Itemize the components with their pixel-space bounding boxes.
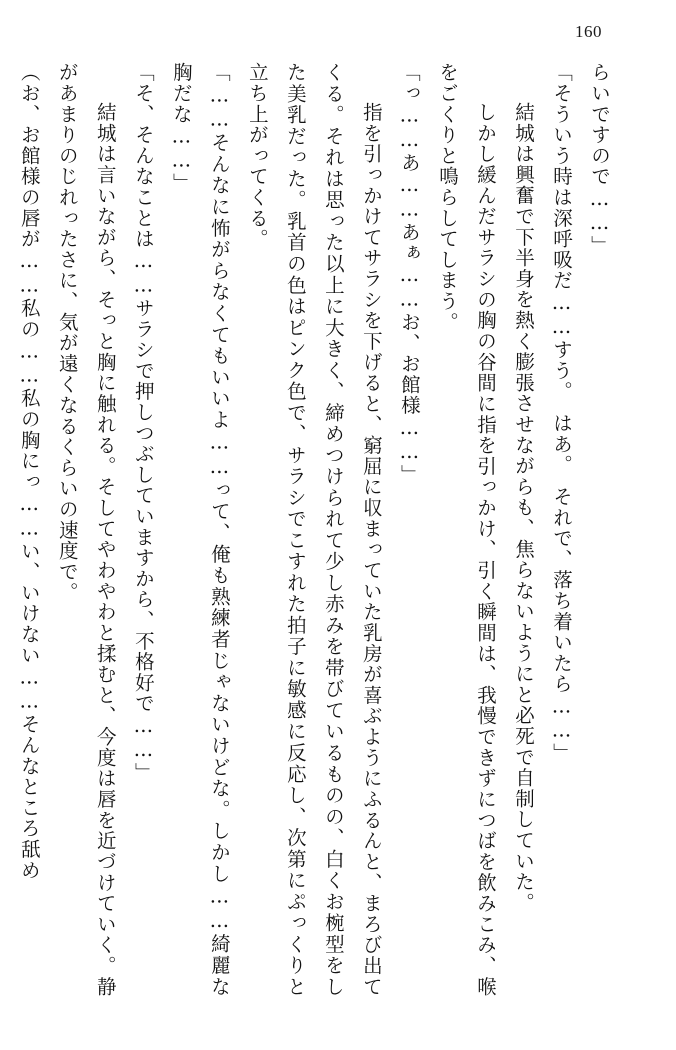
page-number: 160 — [575, 22, 602, 41]
paragraph: 「そ、そんなことは……サラシで押しつぶしていますから、不格好で……」 — [131, 62, 155, 784]
paragraph: 「っ……あ……あぁ……お、お館様……」 — [397, 62, 421, 486]
vertical-body-text — [17, 62, 618, 997]
paragraph: 「……そんなに怖がらなくてもいいよ……って、俺も熟練者じゃないけどな。しかし……綺麗な胸だな……」 — [169, 62, 231, 997]
paragraph: しかし緩んだサラシの胸の谷間に指を引っかけ、引く瞬間は、我慢できずにつばを飲みこみ、喉をごくりと鳴らしてしまう。 — [435, 62, 497, 997]
paragraph: らいですので……」 — [588, 62, 611, 257]
paragraph: 指を引っかけてサラシを下げると、窮屈に収まっていた乳房が喜ぶようにふるんと、まろび出てくる。それは思った以上に大きく、締めつけられて少し赤みを帯びているものの、白くお椀型をした美乳だった。乳首の色はピンク色で、サラシでこすれた拍子に敏感に反応し、次第にぷっくりと立ち上がってくる。 — [245, 62, 383, 997]
paragraph: 結城は言いながら、そっと胸に触れる。そしてやわやわと揉むと、今度は唇を近づけていく。静があまりのじれったさに、気が遠くなるくらいの速度で。 — [55, 62, 117, 997]
paragraph: （お、お館様の唇が……私の……私の胸にっ……い、いけない……そんなところ舐め — [17, 62, 41, 881]
paragraph: 結城は興奮で下半身を熱く膨張させながらも、焦らないようにと必死で自制していた。 — [511, 81, 535, 913]
paragraph: 「そういう時は深呼吸だ……すう。 はあ。 それで、落ち着いたら……」 — [549, 62, 573, 764]
